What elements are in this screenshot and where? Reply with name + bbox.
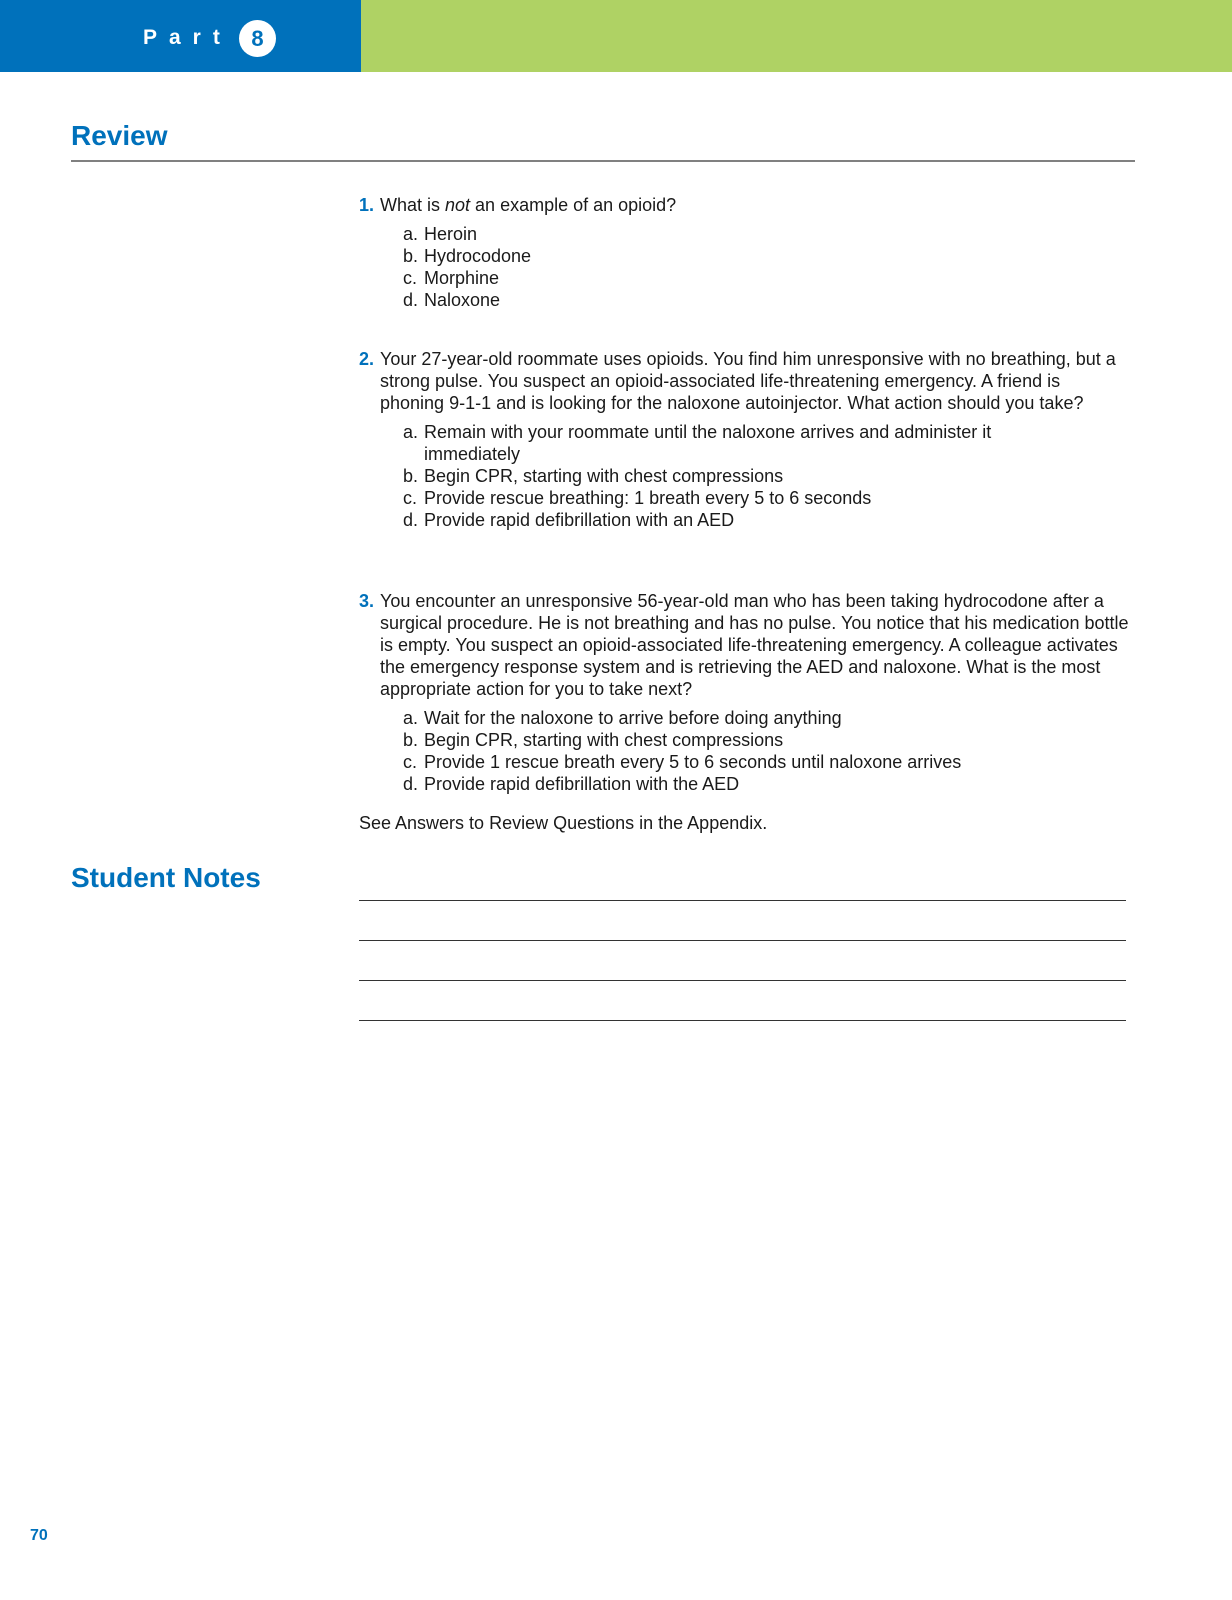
answer-option: [403, 465, 1129, 487]
answer-option: [403, 773, 1129, 795]
question-number: 2.: [359, 349, 375, 369]
answer-option: [403, 289, 1129, 311]
question-number: 1.: [359, 195, 375, 215]
question-number: 3.: [359, 591, 375, 611]
notes-line: [359, 900, 1126, 901]
student-notes-heading: Student Notes: [71, 862, 261, 893]
page-number: 70: [30, 1527, 48, 1544]
answer-option: [403, 487, 1129, 509]
option-text: Provide rapid defibrillation with the AED: [424, 774, 740, 794]
answer-option: [403, 223, 1129, 245]
part-label: Part: [143, 26, 232, 49]
option-text: Heroin: [424, 224, 478, 244]
answer-option: [403, 751, 1129, 773]
option-text: Provide rescue breathing: 1 breath every 5 to 6 seconds: [424, 488, 872, 508]
question-1: [359, 194, 1129, 311]
option-letter: b.: [403, 246, 419, 266]
option-text: Provide 1 rescue breath every 5 to 6 seconds until naloxone arrives: [424, 752, 962, 772]
answers-note: See Answers to Review Questions in the Appendix.: [359, 813, 768, 833]
option-text: Provide rapid defibrillation with an AED: [424, 510, 735, 530]
notes-line: [359, 1020, 1126, 1021]
notes-line: [359, 980, 1126, 981]
answer-option: [403, 421, 1129, 465]
question-2: [359, 348, 1129, 531]
answer-option: [403, 707, 1129, 729]
option-text: Wait for the naloxone to arrive before doing anything: [424, 708, 842, 728]
option-text: Remain with your roommate until the naloxone arrives and administer it immediately: [424, 422, 992, 464]
option-letter: a.: [403, 708, 419, 728]
option-letter: c.: [403, 268, 418, 288]
option-text: Hydrocodone: [424, 246, 532, 266]
answer-option: [403, 509, 1129, 531]
part-number-badge: 8: [239, 20, 276, 57]
question-3: [359, 590, 1129, 795]
option-letter: a.: [403, 224, 419, 244]
option-letter: b.: [403, 466, 419, 486]
question-stem: an example of an opioid?: [470, 195, 677, 215]
review-heading: Review: [71, 120, 168, 151]
option-text: Morphine: [424, 268, 500, 288]
notes-line: [359, 940, 1126, 941]
question-stem: What is: [380, 195, 446, 215]
answer-option: [403, 729, 1129, 751]
question-stem-emphasis: not: [445, 195, 471, 215]
option-letter: c.: [403, 488, 418, 508]
header-accent-bar: [361, 0, 1232, 72]
option-letter: c.: [403, 752, 418, 772]
option-letter: d.: [403, 510, 419, 530]
option-text: Begin CPR, starting with chest compressions: [424, 466, 784, 486]
option-letter: d.: [403, 774, 419, 794]
question-stem: Your 27-year-old roommate uses opioids. You find him unresponsive with no breathing, but a strong pulse. You suspect an opioid-associated life-threatening emergency. A friend is phoning 9-1-1 and is looking for the naloxone autoinjector. What action should you take?: [380, 349, 1116, 413]
answer-option: [403, 245, 1129, 267]
option-text: Begin CPR, starting with chest compressions: [424, 730, 784, 750]
option-letter: b.: [403, 730, 419, 750]
question-stem: You encounter an unresponsive 56-year-old man who has been taking hydrocodone after a surgical procedure. He is not breathing and has no pulse. You notice that his medication bottle is empty. You suspect an opioid-associated life-threatening emergency. A colleague activates the emergency response system and is retrieving the AED and naloxone. What is the most appropriate action for you to take next?: [380, 591, 1129, 699]
answer-option: [403, 267, 1129, 289]
heading-divider: [71, 160, 1135, 162]
option-letter: d.: [403, 290, 419, 310]
option-letter: a.: [403, 422, 419, 442]
option-text: Naloxone: [424, 290, 501, 310]
